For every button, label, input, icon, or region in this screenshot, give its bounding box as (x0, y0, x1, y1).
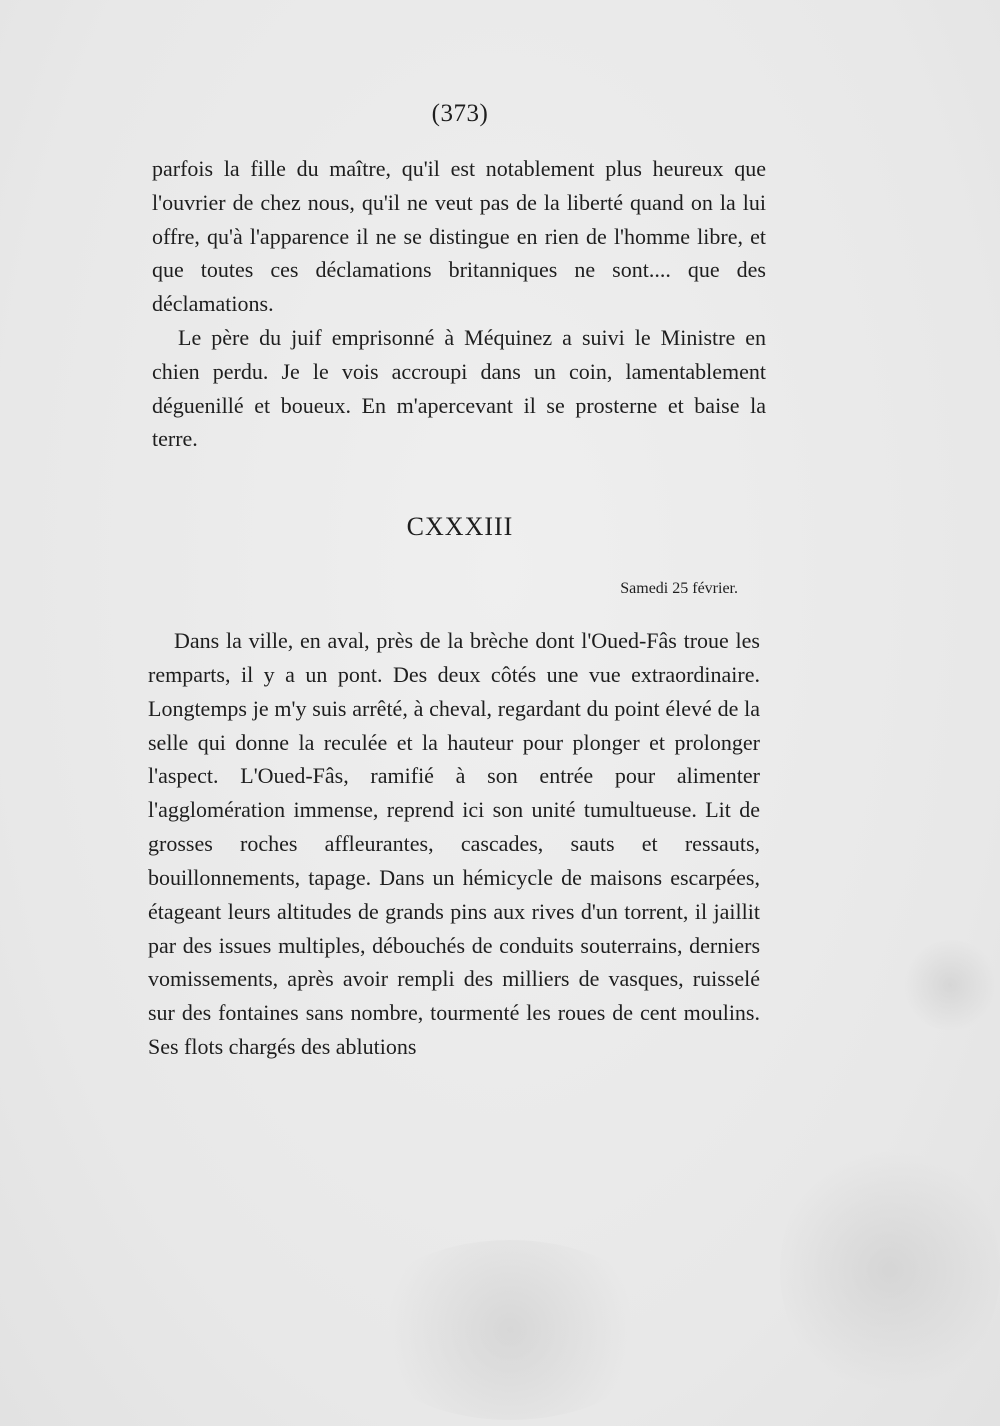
chapter-title: CXXXIII (406, 512, 514, 541)
paragraph: parfois la fille du maître, qu'il est notablement plus heureux que l'ouvrier de chez nous, qu'il ne veut pas de la liberté quand on la lui offre, qu'à l'apparence il ne se distingue en rien de l'homme libre, et que toutes ces déclamations britanniques ne sont.... que des déclamations. (152, 156, 766, 317)
paper-stain (900, 940, 1000, 1030)
paragraph: Dans la ville, en aval, près de la brèche dont l'Oued-Fâs troue les remparts, il y a un pont. Des deux côtés une vue extraordinaire. Longtemps je m'y suis arrêté, à cheval, regardant du point élevé de la selle qui donne la reculée et la hauteur pour plonger et prolonger l'aspect. L'Oued-Fâs, ramifié à son entrée pour alimenter l'agglomération immense, reprend ici son unité tumultueuse. Lit de grosses roches affleurantes, cascades, sauts et ressauts, bouillonnements, tapage. Dans un hémicycle de maisons escarpées, étageant leurs altitudes de grands pins aux rives d'un torrent, il jaillit par des issues multiples, débouchés de conduits souterrains, derniers vomissements, après avoir rempli des milliers de vasques, ruisselé sur des fontaines sans nombre, tourmenté les roues de cent moulins. Ses flots chargés des ablutions (148, 628, 760, 1060)
text-block-bottom (148, 624, 760, 1064)
paper-stain (780, 1140, 1000, 1400)
page-number: (373) (431, 100, 489, 127)
paragraph: Le père du juif emprisonné à Méquinez a suivi le Ministre en chien perdu. Je le vois accroupi dans un coin, lamentablement déguenillé et boueux. En m'apercevant il se prosterne et baise la terre. (152, 324, 766, 452)
date-line: Samedi 25 février. (620, 580, 738, 597)
paper-stain (360, 1240, 660, 1420)
text-block-top (152, 152, 766, 456)
